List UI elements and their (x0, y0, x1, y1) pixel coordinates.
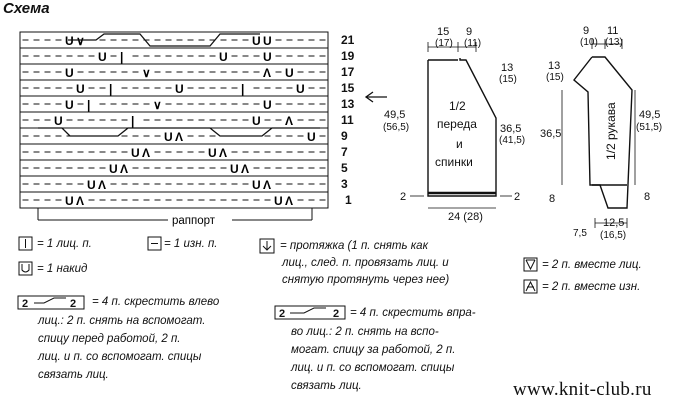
chart-stitch-symbol: U (263, 50, 272, 64)
body-label: переда (437, 117, 477, 131)
chart-stitch-symbol: ∨ (153, 98, 162, 112)
page-title: Схема (3, 0, 50, 17)
legend-slip: снятую протянуть через нее) (282, 274, 450, 286)
body-rib: 2 (400, 191, 407, 203)
chart-stitch-symbol: U (274, 194, 283, 208)
legend-cable-left: спицу перед работой, 2 п. (38, 333, 181, 345)
sleeve-bottom-width-alt: (16,5) (600, 230, 627, 241)
chart-stitch-symbol: U (252, 34, 261, 48)
chart-stitch-symbol: U (252, 114, 261, 128)
chart-stitch-symbol: U (76, 82, 85, 96)
body-width: 24 (28) (448, 211, 483, 223)
chart-stitch-symbol: Λ (285, 194, 294, 208)
chart-stitch-symbol: U (208, 146, 217, 160)
legend-cable-right: лиц. и п. со вспомогат. спицы (291, 362, 455, 374)
chart-stitch-symbol: U (175, 82, 184, 96)
chart-stitch-symbol: U (65, 66, 74, 80)
chart-stitch-symbol: | (109, 82, 113, 96)
row-number: 17 (341, 65, 355, 79)
legend-knit: = 1 лиц. п. (37, 238, 92, 250)
body-top-right-alt: (11) (464, 38, 482, 49)
body-height: 49,5 (384, 109, 406, 121)
legend-cable-left: связать лиц. (38, 369, 109, 381)
cable-num: 2 (279, 308, 286, 320)
chart-stitch-symbol: | (87, 98, 91, 112)
chart-stitch-symbol: U (65, 98, 74, 112)
chart-stitch-symbol: Λ (285, 114, 294, 128)
arrow-icon (366, 92, 387, 102)
legend-cable-right: могат. спицу за работой, 2 п. (291, 344, 456, 356)
legend-cable-right: = 4 п. скрестить впра- (350, 307, 476, 319)
body-top-right: 9 (466, 26, 473, 38)
chart-stitch-symbol: Λ (263, 178, 272, 192)
legend-cable-right: связать лиц. (291, 380, 362, 392)
chart-stitch-symbol: Λ (76, 194, 85, 208)
body-height-alt: (56,5) (383, 122, 410, 133)
row-number: 13 (341, 97, 355, 111)
cable-num: 2 (70, 298, 77, 310)
legend-cable-left: лиц. и п. со вспомогат. спицы (38, 351, 202, 363)
chart-symbols (23, 34, 326, 208)
chart-stitch-symbol: U (307, 130, 316, 144)
legend-cable-right: во лиц.: 2 п. снять на вспо- (291, 326, 439, 338)
row-number: 9 (341, 129, 348, 143)
body-armhole-alt: (15) (499, 74, 517, 85)
cable-num: 2 (333, 308, 340, 320)
chart-stitch-symbol: U (87, 178, 96, 192)
chart-stitch-symbol: U (285, 66, 294, 80)
chart-stitch-symbol: U (98, 50, 107, 64)
body-side: 36,5 (500, 123, 522, 135)
chart-stitch-symbol: ∨ (142, 66, 151, 80)
sleeve-top-right: 11 (607, 25, 619, 37)
chart-stitch-symbol: U (263, 98, 272, 112)
row-number: 7 (341, 145, 348, 159)
sleeve-top-left: 9 (583, 25, 590, 37)
chart-stitch-symbol: | (131, 114, 135, 128)
row-numbers (341, 33, 355, 207)
chart-stitch-symbol: Λ (241, 162, 250, 176)
body-top-left: 15 (437, 26, 450, 38)
body-label: 1/2 (449, 99, 466, 113)
sleeve-cuff-right: 8 (644, 191, 651, 203)
legend-cable-left: = 4 п. скрестить влево (92, 296, 220, 308)
chart-stitch-symbol: U (54, 114, 63, 128)
chart-stitch-symbol: U (131, 146, 140, 160)
sleeve-height-right: 49,5 (639, 109, 661, 121)
chart-stitch-symbol: U (109, 162, 118, 176)
chart-stitch-symbol: U (296, 82, 305, 96)
chart-stitch-symbol: U (164, 130, 173, 144)
body-label: спинки (435, 155, 473, 169)
body-top-left-alt: (17) (435, 38, 453, 49)
sleeve-schematic (574, 57, 632, 208)
legend-slip: = протяжка (1 п. снять как (280, 240, 428, 252)
chart-stitch-symbol: U (252, 178, 261, 192)
row-number: 5 (341, 161, 348, 175)
body-armhole: 13 (501, 62, 514, 74)
legend-slip: лиц., след. п. провязать лиц. и (282, 257, 449, 269)
chart-stitch-symbol: Λ (219, 146, 228, 160)
sleeve-height-right-alt: (51,5) (636, 122, 663, 133)
chart-stitch-symbol: | (241, 82, 245, 96)
legend-cable-left: лиц.: 2 п. снять на вспомогат. (38, 315, 206, 327)
legend-p2tog: = 2 п. вместе изн. (542, 281, 641, 293)
sleeve-label: 1/2 рукава (604, 102, 618, 160)
site-url[interactable]: www.knit-club.ru (513, 379, 652, 400)
sleeve-bottom-left: 7,5 (573, 228, 587, 239)
row-number: 15 (341, 81, 355, 95)
row-number: 11 (341, 113, 354, 127)
sleeve-top-left-alt: (10) (580, 37, 598, 48)
chart-stitch-symbol: U (65, 194, 74, 208)
chart-stitch-symbol: ∨ (76, 34, 85, 48)
sleeve-top-right-alt: (13) (605, 37, 623, 48)
yarnover-symbol-icon (19, 262, 32, 275)
sleeve-bottom-width: 12,5 (603, 217, 625, 229)
chart-stitch-symbol: Λ (120, 162, 129, 176)
chart-stitch-symbol: U (263, 34, 272, 48)
chart-stitch-symbol: U (219, 50, 228, 64)
legend-k2tog: = 2 п. вместе лиц. (542, 259, 642, 271)
legend-purl: = 1 изн. п. (164, 238, 218, 250)
chart-frame (20, 32, 328, 208)
chart-stitch-symbol: | (120, 50, 124, 64)
chart-stitch-symbol: U (65, 34, 74, 48)
row-number: 19 (341, 49, 355, 63)
chart-stitch-symbol: Λ (142, 146, 151, 160)
body-side-alt: (41,5) (499, 135, 526, 146)
body-label: и (456, 137, 463, 151)
row-number: 3 (341, 177, 348, 191)
sleeve-cap-alt: (15) (546, 72, 564, 83)
sleeve-cuff-left: 8 (549, 193, 556, 205)
sleeve-height-left: 36,5 (540, 128, 562, 140)
row-number: 21 (341, 33, 355, 47)
chart-stitch-symbol: Λ (263, 66, 272, 80)
legend-yarnover: = 1 накид (37, 263, 88, 275)
sleeve-cap: 13 (548, 60, 561, 72)
row-number: 1 (345, 193, 352, 207)
chart-stitch-symbol: Λ (98, 178, 107, 192)
chart-stitch-symbol: Λ (175, 130, 184, 144)
chart-stitch-symbol: U (230, 162, 239, 176)
cable-num: 2 (22, 298, 29, 310)
repeat-label: раппорт (172, 215, 216, 227)
body-rib: 2 (514, 191, 521, 203)
